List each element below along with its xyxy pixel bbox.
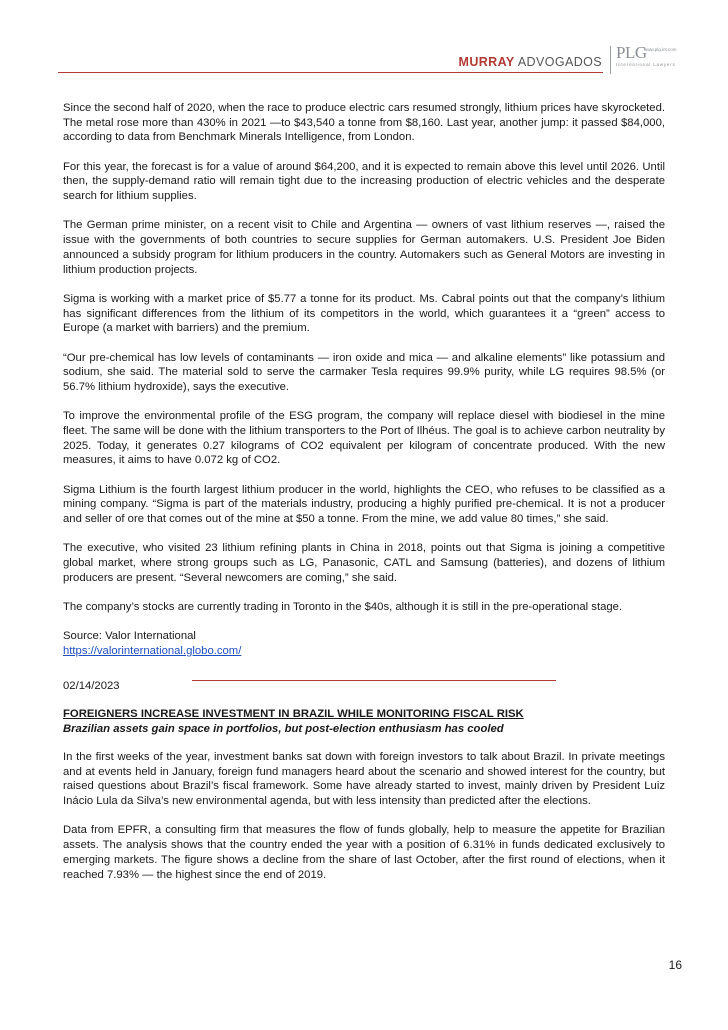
page-number: 16: [668, 958, 682, 972]
paragraph: To improve the environmental profile of the ESG program, the company will replace diesel with biodiesel in the mine fleet. The same will be done with the lithium transporters to the Port of Ilhéus. The goal is to achieve carbon neutrality by 2025. Today, it generates 0.27 kilograms of CO2 equivalent per kilogram of concentrate produced. With the new measures, it aims to have 0.072 kg of CO2.: [63, 410, 665, 467]
logo-divider: [610, 46, 611, 74]
paragraph: The company’s stocks are currently trading in Toronto in the $40s, although it is still in the pre-operational stage.: [63, 601, 623, 614]
paragraph: The executive, who visited 23 lithium refining plants in China in 2018, points out that Sigma is joining a competitive global market, where strong groups such as LG, Panasonic, CATL and Samsung (batteries), and dozens of lithium producers are present. “Several newcomers are coming,” she said.: [63, 542, 665, 584]
article-subhead: Brazilian assets gain space in portfolios, but post-election enthusiasm has cooled: [63, 722, 504, 735]
logo-tag: International Lawyers: [616, 62, 676, 67]
article-headline: FOREIGNERS INCREASE INVESTMENT IN BRAZIL WHILE MONITORING FISCAL RISK: [63, 708, 524, 720]
paragraph: Sigma is working with a market price of $5.77 a tonne for its product. Ms. Cabral points out that the company’s lithium has significant differences from the lithium of its competitors in the world, which guarantees it a “green” access to Europe (a market with barriers) and the premium.: [63, 292, 665, 335]
paragraph: In the first weeks of the year, investment banks sat down with foreign investors to talk about Brazil. In private meetings and at events held in January, foreign fund managers heard about the scenario and showed interest for the country, but raised questions about Brazil’s fiscal framework. Some have already started to invest, mainly driven by President Luiz Inácio Lula da Silva’s new environmental agenda, but with less intensity than predicted after the elections.: [63, 751, 665, 808]
firm-name: [459, 55, 603, 69]
source-link[interactable]: https://valorinternational.globo.com/: [63, 645, 242, 658]
firm-name-first: MURRAY: [458, 55, 515, 69]
paragraph: The German prime minister, on a recent visit to Chile and Argentina — owners of vast lithium reserves —, raised the issue with the governments of both countries to secure supplies for German automakers. U.S. President Joe Biden announced a subsidy program for lithium producers in the country. Automakers such as General Motors are investing in lithium production projects.: [63, 219, 665, 276]
paragraph: Sigma Lithium is the fourth largest lithium producer in the world, highlights the CEO, who refuses to be classified as a mining company. “Sigma is part of the materials industry, producing a highly purified pre-chemical. It is not a producer and seller of ore that comes out of the mine at $50 a tonne. From the mine, we add value 80 times,” she said.: [63, 483, 665, 526]
plg-logo: [616, 43, 676, 67]
logo-mark: PLG: [616, 43, 647, 62]
header-rule: [58, 72, 603, 73]
page-header: [0, 0, 728, 80]
article-heading: [63, 707, 665, 736]
article-continuation: [63, 101, 665, 659]
paragraph: Since the second half of 2020, when the race to produce electric cars resumed strongly, lithium prices have skyrocketed. The metal rose more than 430% in 2021 —to $43,540 a tonne from $8,160. Last year, another jump: it passed $84,000, according to data from Benchmark Minerals Intelligence, from London.: [63, 102, 665, 144]
article-date: 02/14/2023: [63, 680, 120, 692]
logo-sub: www.plg.int.com: [644, 47, 677, 52]
firm-name-second: ADVOGADOS: [517, 55, 602, 69]
source-label: Source: Valor International: [63, 630, 196, 643]
article-body: [63, 750, 665, 897]
section-separator: [192, 680, 556, 681]
paragraph: Data from EPFR, a consulting firm that measures the flow of funds globally, help to measure the appetite for Brazilian assets. The analysis shows that the country ended the year with a position of 6.31% in funds dedicated exclusively to emerging markets. The figure shows a decline from the share of last October, after the first round of elections, when it reached 7.93% — the highest since the end of 2019.: [63, 824, 665, 881]
source-block: [63, 629, 665, 658]
paragraph: For this year, the forecast is for a value of around $64,200, and it is expected to remain above this level until 2026. Until then, the supply-demand ratio will remain tight due to the increasing production of electric vehicles and the desperate search for lithium supplies.: [63, 160, 665, 203]
paragraph: “Our pre-chemical has low levels of contaminants — iron oxide and mica — and alkaline elements” like potassium and sodium, she said. The material sold to serve the carmaker Tesla requires 99.9% purity, while LG requires 98.5% (or 56.7% lithium hydroxide), says the executive.: [63, 351, 665, 393]
